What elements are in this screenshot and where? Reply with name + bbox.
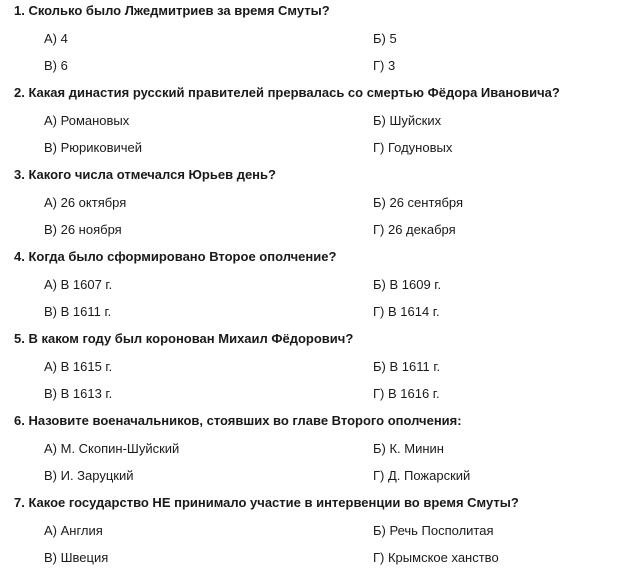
answer-option: Г) В 1616 г. bbox=[373, 386, 440, 401]
answer-option: А) В 1615 г. bbox=[44, 359, 113, 374]
question-block bbox=[0, 328, 644, 410]
answer-option: В) Рюриковичей bbox=[44, 140, 143, 155]
question-text: 1. Сколько было Лжедмитриев за время Смуты? bbox=[14, 3, 330, 18]
answer-option: В) В 1613 г. bbox=[44, 386, 113, 401]
answer-option: В) 26 ноября bbox=[44, 222, 122, 237]
answer-option: Б) Шуйских bbox=[373, 113, 442, 128]
answer-option: А) 26 октября bbox=[44, 195, 127, 210]
answer-option: В) 6 bbox=[44, 58, 68, 73]
answer-option: Б) Речь Посполитая bbox=[373, 523, 494, 538]
answer-option: Г) Д. Пожарский bbox=[373, 468, 471, 483]
answer-option: А) Романовых bbox=[44, 113, 130, 128]
question-text: 3. Какого числа отмечался Юрьев день? bbox=[14, 167, 276, 182]
answer-option: Г) В 1614 г. bbox=[373, 304, 440, 319]
answer-option: А) М. Скопин-Шуйский bbox=[44, 441, 180, 456]
question-block bbox=[0, 410, 644, 492]
answer-option: В) И. Заруцкий bbox=[44, 468, 134, 483]
question-block bbox=[0, 164, 644, 246]
answer-option: В) Швеция bbox=[44, 550, 109, 565]
answer-option: Б) 5 bbox=[373, 31, 397, 46]
answer-option: А) 4 bbox=[44, 31, 68, 46]
question-block bbox=[0, 246, 644, 328]
question-block bbox=[0, 82, 644, 164]
answer-option: Б) К. Минин bbox=[373, 441, 444, 456]
question-text: 5. В каком году был коронован Михаил Фёдорович? bbox=[14, 331, 354, 346]
answer-option: А) Англия bbox=[44, 523, 103, 538]
answer-option: В) В 1611 г. bbox=[44, 304, 112, 319]
question-block bbox=[0, 492, 644, 574]
answer-option: Б) В 1609 г. bbox=[373, 277, 442, 292]
question-text: 2. Какая династия русский правителей прервалась со смертью Фёдора Ивановича? bbox=[14, 85, 560, 100]
question-text: 7. Какое государство НЕ принимало участие в интервенции во время Смуты? bbox=[14, 495, 519, 510]
answer-option: Б) В 1611 г. bbox=[373, 359, 441, 374]
question-text: 4. Когда было сформировано Второе ополчение? bbox=[14, 249, 337, 264]
answer-option: Г) Годуновых bbox=[373, 140, 453, 155]
answer-option: Г) 3 bbox=[373, 58, 396, 73]
answer-option: Б) 26 сентября bbox=[373, 195, 464, 210]
question-text: 6. Назовите военачальников, стоявших во главе Второго ополчения: bbox=[14, 413, 462, 428]
answer-option: Г) 26 декабря bbox=[373, 222, 456, 237]
question-block bbox=[0, 0, 644, 82]
answer-option: А) В 1607 г. bbox=[44, 277, 113, 292]
answer-option: Г) Крымское ханство bbox=[373, 550, 499, 565]
